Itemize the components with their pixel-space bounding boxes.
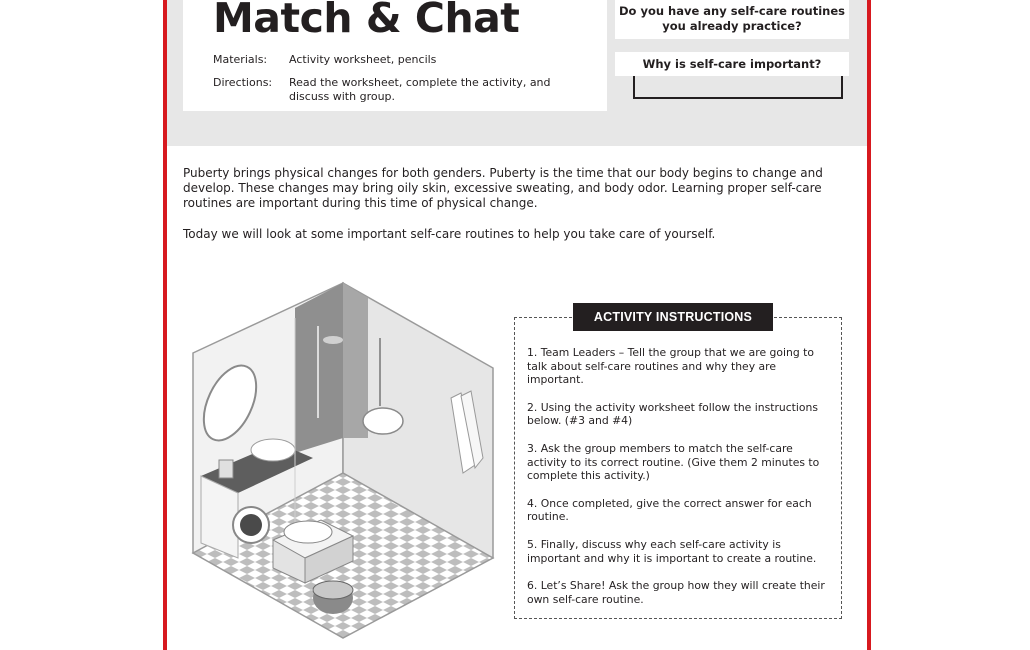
- instruction-step: 6. Let’s Share! Ask the group how they will create their own self-care routine.: [527, 579, 825, 606]
- page-title: Match & Chat: [213, 0, 520, 42]
- directions-label: Directions:: [213, 76, 273, 89]
- activity-instructions-box: [514, 317, 842, 619]
- question-card-2: [615, 52, 849, 76]
- worksheet-page: [163, 0, 871, 650]
- question-1: Do you have any self-care routines you already practice?: [619, 4, 845, 33]
- instruction-step: 1. Team Leaders – Tell the group that we are going to talk about self-care routines and why they are important.: [527, 346, 814, 387]
- intro-paragraph-1: Puberty brings physical changes for both genders. Puberty is the time that our body begins to change and develop. These changes may bring oily skin, excessive sweating, and body odor. Learning proper self-care routines are important during this time of physical change.: [183, 166, 823, 210]
- materials-value: Activity worksheet, pencils: [289, 53, 437, 66]
- question-frame: [633, 75, 843, 99]
- question-card-1: [615, 0, 849, 39]
- title-card: [183, 0, 607, 111]
- laundry-basket: [313, 581, 353, 614]
- instruction-step: 5. Finally, discuss why each self-care activity is important and why it is important to create a routine.: [527, 537, 817, 565]
- instruction-step: 3. Ask the group members to match the self-care activity to its correct routine. (Give them 2 minutes to complete this activity.): [527, 441, 820, 483]
- materials-label: Materials:: [213, 53, 268, 66]
- instruction-steps: [527, 346, 833, 620]
- activity-instructions-heading: ACTIVITY INSTRUCTIONS: [573, 303, 773, 331]
- question-2: Why is self-care important?: [642, 57, 822, 71]
- intro-paragraph-2: Today we will look at some important self-care routines to help you take care of yourself.: [183, 227, 716, 241]
- instruction-step: 2. Using the activity worksheet follow the instructions below. (#3 and #4): [527, 400, 818, 428]
- directions-value: Read the worksheet, complete the activity, and discuss with group.: [289, 76, 551, 103]
- instruction-step: 4. Once completed, give the correct answer for each routine.: [527, 496, 812, 524]
- bathroom-illustration-icon: [183, 278, 499, 646]
